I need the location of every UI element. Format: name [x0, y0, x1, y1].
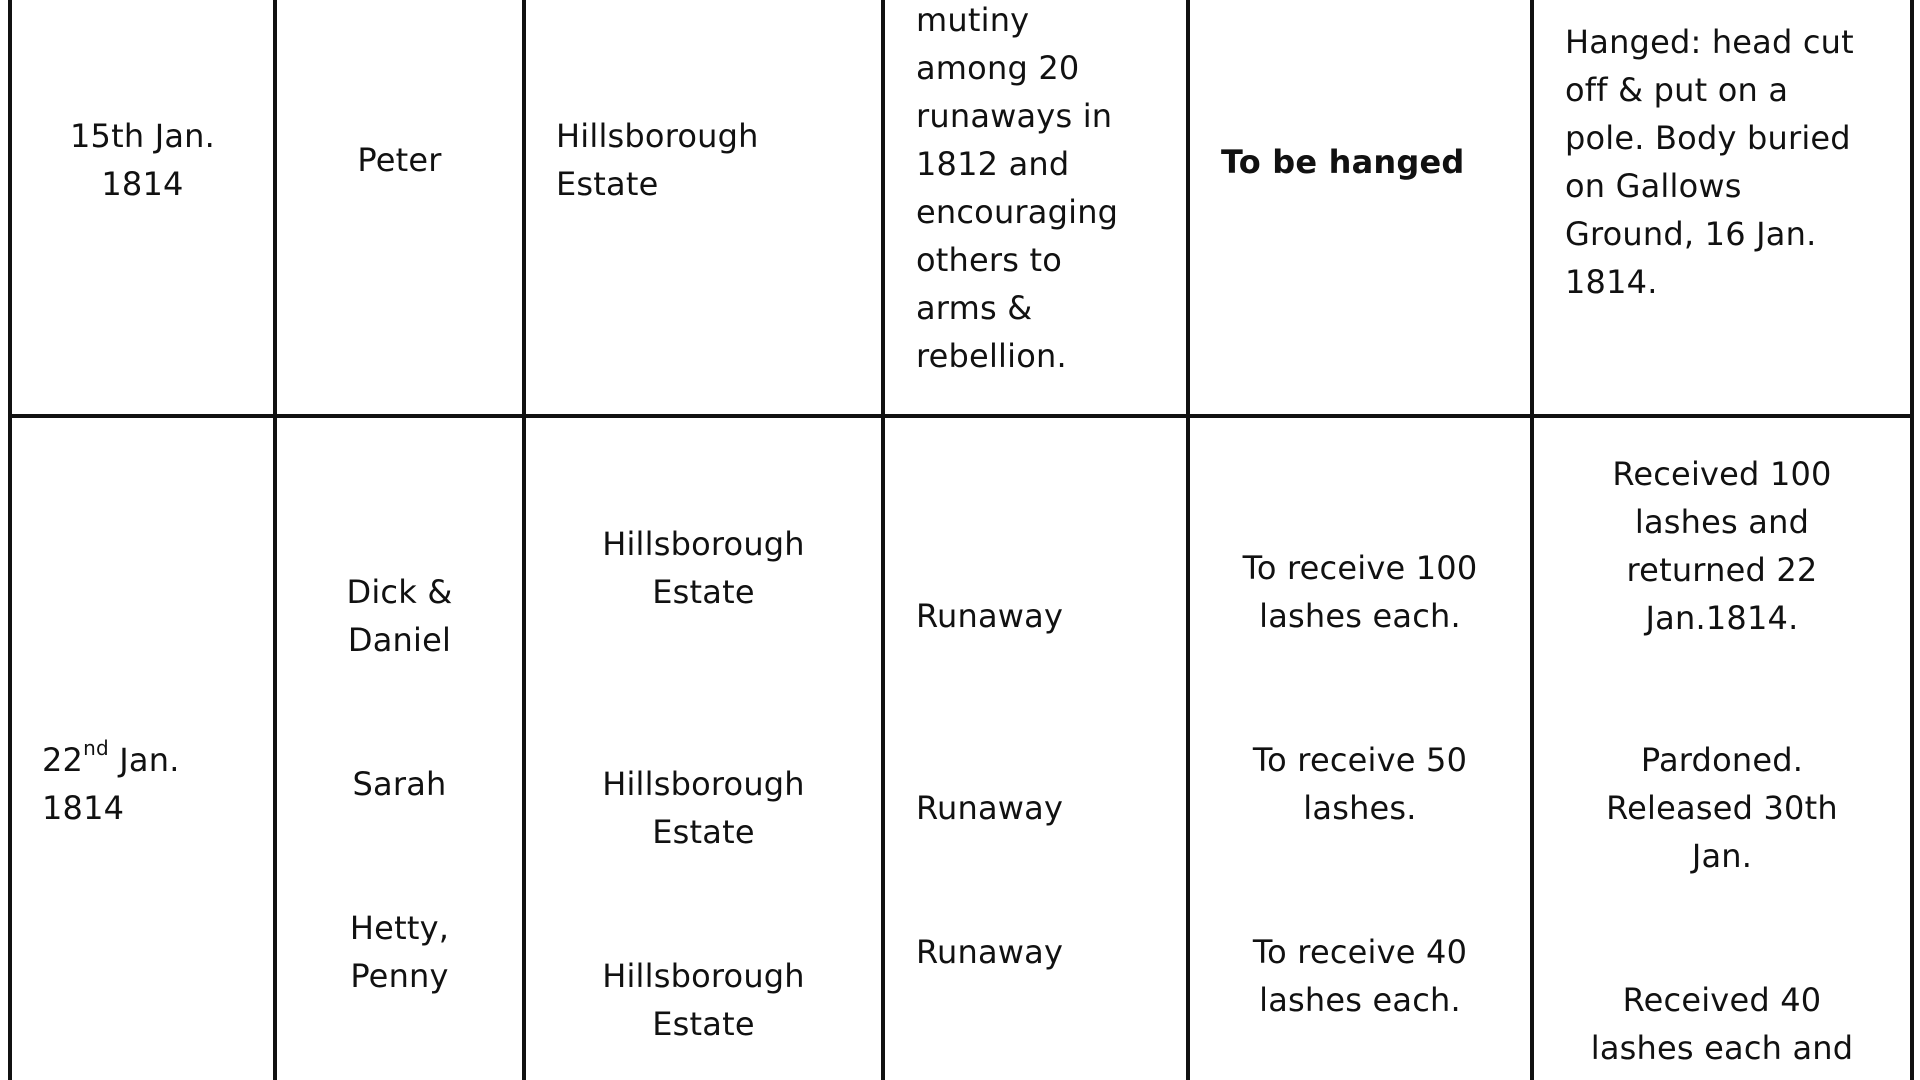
entry1-name-line1: Dick &: [346, 573, 453, 611]
entry2-sentence-line1: To receive 50: [1252, 741, 1468, 779]
row2-date-sup: nd: [83, 736, 109, 761]
entry3-sentence: [1190, 928, 1530, 1024]
row1-estate: [556, 112, 876, 208]
entry1-outcome-line3: returned 22: [1626, 551, 1818, 589]
entry3-name: [277, 904, 522, 1000]
entry2-outcome-line3: Jan.: [1691, 837, 1753, 875]
entry3-outcome: [1534, 976, 1910, 1072]
entry2-outcome-line2: Released 30th: [1606, 789, 1838, 827]
entry2-outcome-line1: Pardoned.: [1640, 741, 1804, 779]
row2-date-day: 22: [42, 741, 84, 779]
entry2-sentence-line2: lashes.: [1303, 789, 1417, 827]
column-border-7: [1910, 0, 1914, 1080]
entry3-sentence-line2: lashes each.: [1259, 981, 1461, 1019]
row1-offence-line2: among 20: [916, 49, 1080, 87]
entry3-outcome-line2: lashes each and: [1590, 1029, 1854, 1067]
row-border: [8, 414, 1914, 418]
row1-name-text: Peter: [357, 141, 442, 179]
row1-offence-line8: rebellion.: [916, 337, 1067, 375]
row1-offence-line1: mutiny: [916, 1, 1030, 39]
entry1-sentence-line1: To receive 100: [1242, 549, 1478, 587]
entry3-name-line1: Hetty,: [349, 909, 450, 947]
row1-name: [277, 136, 522, 184]
entry2-estate: [526, 760, 881, 856]
entry3-estate-line2: Estate: [652, 1005, 755, 1043]
entry1-offence-text: Runaway: [916, 597, 1064, 635]
entry2-offence-text: Runaway: [916, 789, 1064, 827]
entry2-sentence: [1190, 736, 1530, 832]
entry1-outcome: [1534, 450, 1910, 642]
entry1-estate: [526, 520, 881, 616]
row1-outcome-line4: on Gallows: [1565, 167, 1742, 205]
row1-date-line2: 1814: [101, 165, 184, 203]
entry2-outcome: [1534, 736, 1910, 880]
entry2-name-line1: Sarah: [352, 765, 447, 803]
row1-offence-line7: arms &: [916, 289, 1033, 327]
row1-offence-line3: runaways in: [916, 97, 1113, 135]
row2-date: [42, 736, 270, 832]
entry3-outcome-line1: Received 40: [1622, 981, 1822, 1019]
entry1-name: [277, 568, 522, 664]
entry3-offence-text: Runaway: [916, 933, 1064, 971]
row1-outcome-line6: 1814.: [1565, 263, 1658, 301]
column-border-5: [1186, 0, 1190, 1080]
row1-outcome-line1: Hanged: head cut: [1565, 23, 1854, 61]
entry1-outcome-line4: Jan.1814.: [1645, 599, 1799, 637]
row1-sentence: [1221, 138, 1526, 186]
entry1-outcome-line2: lashes and: [1634, 503, 1810, 541]
row1-outcome-line3: pole. Body buried: [1565, 119, 1851, 157]
row1-offence-line4: 1812 and: [916, 145, 1070, 183]
entry2-name: [277, 760, 522, 808]
row1-outcome-line2: off & put on a: [1565, 71, 1789, 109]
row2-date-line1: [42, 736, 270, 784]
entry1-sentence-line2: lashes each.: [1259, 597, 1461, 635]
row1-estate-line2: Estate: [556, 165, 659, 203]
entry3-name-line2: Penny: [350, 957, 449, 995]
row1-outcome-line5: Ground, 16 Jan.: [1565, 215, 1817, 253]
row1-offence-line6: others to: [916, 241, 1063, 279]
entry1-offence: [916, 592, 1184, 640]
entry2-estate-line2: Estate: [652, 813, 755, 851]
row2-date-line2: 1814: [42, 789, 125, 827]
row1-offence: [916, 0, 1184, 380]
entry1-outcome-line1: Received 100: [1612, 455, 1832, 493]
entry1-estate-line1: Hillsborough: [602, 525, 805, 563]
row1-sentence-text: To be hanged: [1221, 143, 1465, 181]
column-border-4: [881, 0, 885, 1080]
row2-date-month: Jan.: [108, 741, 180, 779]
entry2-estate-line1: Hillsborough: [602, 765, 805, 803]
entry3-estate-line1: Hillsborough: [602, 957, 805, 995]
row1-date: [12, 112, 273, 208]
row1-offence-line5: encouraging: [916, 193, 1119, 231]
row1-outcome: [1565, 18, 1910, 306]
entry1-name-line2: Daniel: [347, 621, 452, 659]
entry1-estate-line2: Estate: [652, 573, 755, 611]
entry3-offence: [916, 928, 1184, 976]
entry3-estate: [526, 952, 881, 1048]
entry3-sentence-line1: To receive 40: [1252, 933, 1468, 971]
entry2-offence: [916, 784, 1184, 832]
row1-estate-line1: Hillsborough: [556, 117, 759, 155]
entry1-sentence: [1190, 544, 1530, 640]
row1-date-line1: 15th Jan.: [69, 117, 216, 155]
